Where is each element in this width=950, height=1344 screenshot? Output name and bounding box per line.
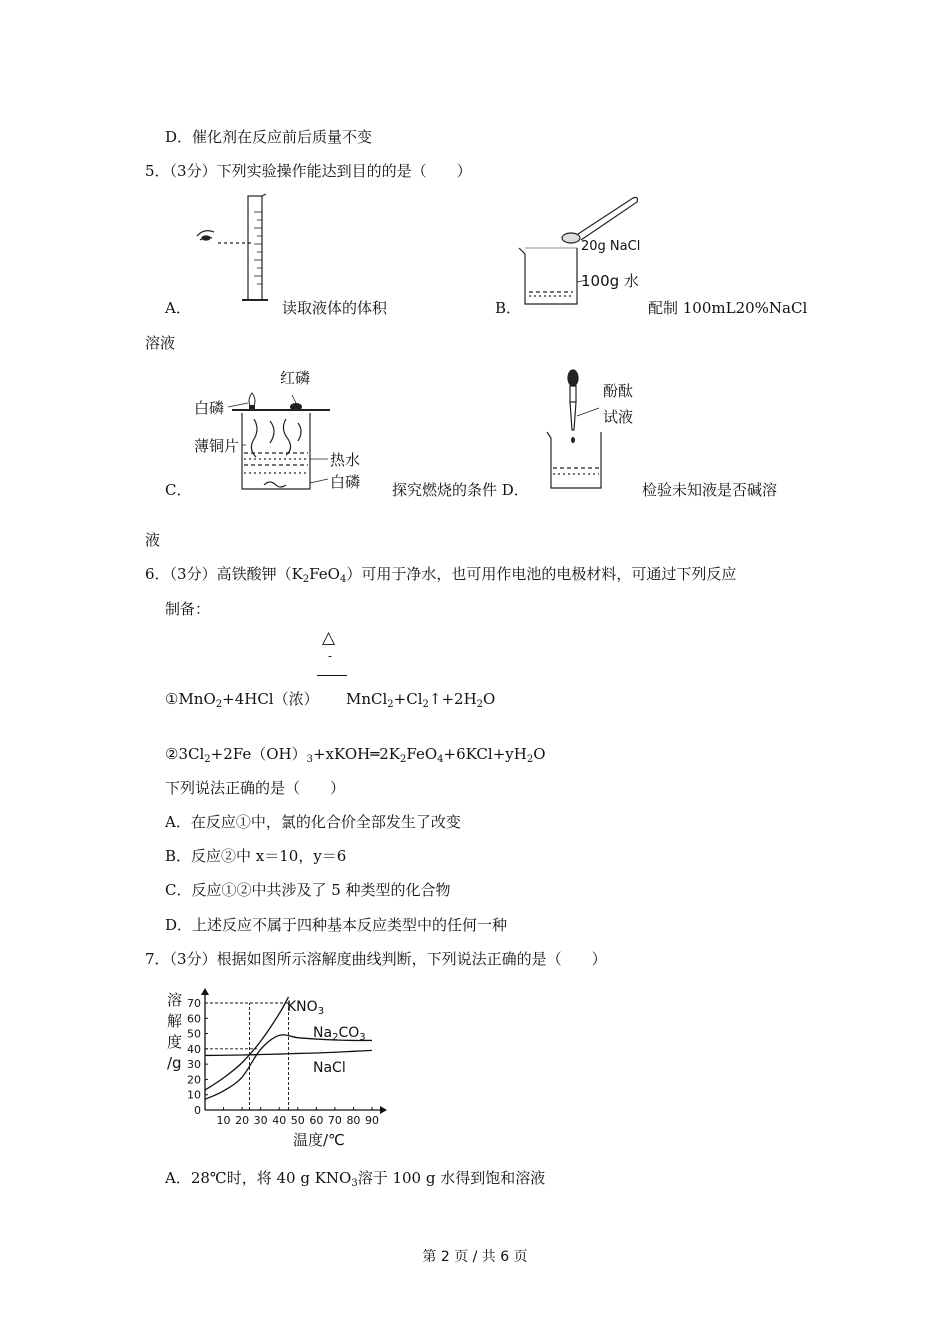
q5-d-text-cont: 液	[145, 531, 161, 549]
series-label-na2co3: $Na_2CO_3$	[313, 1025, 366, 1043]
q5-figure-a-cylinder	[192, 192, 282, 312]
series-label-nacl: NaCl	[313, 1060, 346, 1076]
q5-figure-d-dropper	[535, 368, 645, 496]
q6-question: 下列说法正确的是（ ）	[165, 779, 346, 797]
q5-b-text: 配制 100mL20%NaCl	[648, 299, 808, 317]
q5-d-indicator-1: 酚酞	[603, 382, 634, 400]
x-tick-label: 60	[309, 1114, 324, 1127]
q5-c-white-p-top: 白磷	[194, 399, 225, 417]
q5-b-water-label: 100g 水	[581, 272, 639, 290]
x-tick-label: 50	[290, 1114, 305, 1127]
y-tick-label: 10	[187, 1088, 201, 1102]
x-tick-label: 70	[327, 1114, 342, 1127]
q7-stem: 7．（3分）根据如图所示溶解度曲线判断，下列说法正确的是（ ）	[145, 950, 607, 968]
y-axis-label-char: /g	[167, 1054, 182, 1072]
q5-d-indicator-2: 试液	[603, 408, 634, 426]
q5-c-copper: 薄铜片	[194, 437, 240, 455]
q5-c-hot-water: 热水	[330, 451, 361, 469]
q6-option-d: D．上述反应不属于四种基本反应类型中的任何一种	[165, 916, 508, 934]
x-tick-label: 80	[346, 1114, 361, 1127]
q5-figure-c-apparatus	[192, 365, 392, 495]
y-tick-label: 70	[187, 997, 201, 1010]
x-tick-label: 40	[272, 1114, 287, 1127]
page-footer: 第 2 页 / 共 6 页	[422, 1249, 528, 1265]
x-axis-label: 温度/℃	[293, 1131, 345, 1149]
y-axis-label-char: 解	[167, 1012, 183, 1030]
x-tick-label: 90	[365, 1114, 379, 1127]
q6-reaction-2: $②3Cl_2+2Fe(OH)_3+xKOH═2K_2FeO_4+6KCl+yH_2O$	[165, 745, 546, 765]
q6-reaction-1-left: ①MnO$_2$+4HCl（浓）	[165, 690, 319, 710]
q5-c-red-p: 红磷	[280, 369, 311, 387]
q7-option-a: A．28℃时，将 40 g $KNO_3$溶于 100 g 水得到饱和溶液	[165, 1169, 546, 1189]
y-tick-label: 60	[187, 1012, 201, 1026]
q6-stem-cont: 制备：	[165, 600, 211, 618]
y-tick-label: 40	[187, 1042, 201, 1056]
q5-b-letter: B．	[495, 299, 522, 317]
q6-option-a: A．在反应①中，氯的化合价全部发生了改变	[165, 813, 461, 831]
q6-option-b: B．反应②中 x＝10，y＝6	[165, 847, 347, 865]
y-tick-label: 30	[187, 1058, 201, 1072]
q5-a-letter: A．	[165, 299, 191, 317]
heat-symbol: △	[322, 628, 336, 648]
q5-c-letter: C．	[165, 481, 192, 499]
y-tick-label: 50	[187, 1027, 201, 1041]
y-tick-label: 0	[194, 1104, 201, 1117]
y-axis-label-char: 溶	[167, 991, 183, 1009]
x-axis-arrow	[380, 1106, 387, 1114]
series-label-kno3: $KNO_3$	[287, 999, 325, 1017]
y-tick-label: 20	[187, 1073, 201, 1087]
q5-c-text: 探究燃烧的条件 D．	[392, 481, 529, 499]
q5-a-text: 读取液体的体积	[282, 299, 388, 317]
q4-option-d: D．催化剂在反应前后质量不变	[165, 128, 373, 146]
q6-option-c: C．反应①②中共涉及了 5 种类型的化合物	[165, 881, 451, 899]
x-tick-label: 30	[253, 1114, 268, 1127]
q5-b-solid-label: 20g NaCl	[581, 239, 641, 254]
q6-stem: 6．（3分）高铁酸钾$(K_2FeO_4)$可用于净水，也可用作电池的电极材料，可通过下列反应	[145, 565, 737, 585]
series-line-kno3	[205, 997, 289, 1090]
q5-figure-b-beaker	[515, 192, 655, 312]
q5-stem: 5．（3分）下列实验操作能达到目的的是（ ）	[145, 162, 472, 180]
heat-dash: -	[328, 649, 333, 663]
q5-d-text: 检验未知液是否碱溶	[642, 481, 778, 499]
y-axis-label-char: 度	[167, 1033, 183, 1051]
q5-c-white-p-bottom: 白磷	[330, 473, 361, 491]
x-tick-label: 20	[235, 1114, 250, 1127]
solubility-chart	[165, 983, 395, 1155]
q5-b-text-cont: 溶液	[145, 334, 176, 352]
reaction-arrow-bar	[317, 675, 347, 676]
y-axis-arrow	[201, 988, 209, 995]
x-tick-label: 10	[216, 1114, 231, 1127]
q6-reaction-1-right: $MnCl_2+Cl_2↑+2H_2O$	[346, 690, 496, 710]
